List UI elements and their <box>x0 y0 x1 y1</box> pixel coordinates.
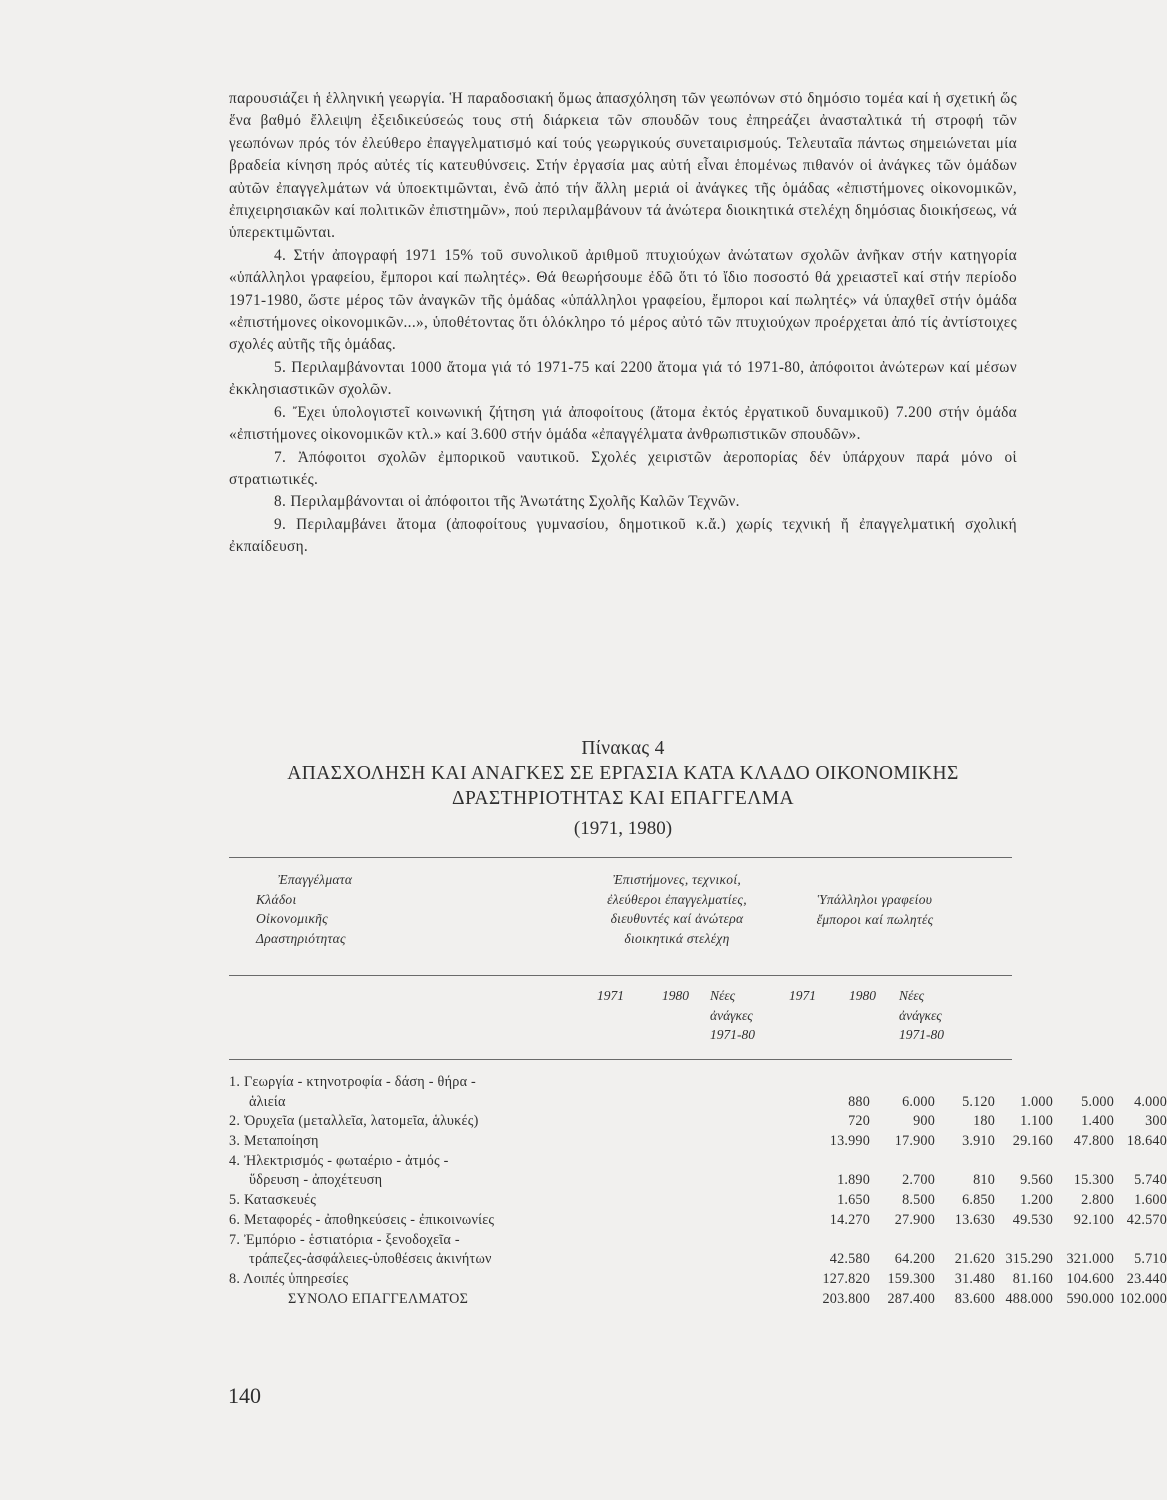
note-8: 8. Περιλαμβάνονται οἱ ἀπόφοιτοι τῆς Ἀνωτάτης Σχολῆς Καλῶν Τεχνῶν. <box>274 493 740 511</box>
table-row <box>229 1191 1167 1211</box>
stub-header <box>256 870 352 948</box>
body-text <box>229 88 1017 559</box>
table-row <box>229 1250 1167 1270</box>
total-label: ΣΥΝΟΛΟ ΕΠΑΓΓΕΛΜΑΤΟΣ <box>288 1290 469 1307</box>
cell-value: 5.120 <box>962 1093 995 1110</box>
cell-value: 1.200 <box>1020 1192 1053 1209</box>
row-label-cont: ὕδρευση - ἀποχέτευση <box>249 1172 383 1189</box>
table-title-line-2: ΔΡΑΣΤΗΡΙΟΤΗΤΑΣ ΚΑΙ ΕΠΑΓΓΕΛΜΑ <box>452 788 794 809</box>
cell-value: 1.000 <box>1020 1093 1053 1110</box>
total-value: 83.600 <box>954 1290 995 1307</box>
sub-header-new-line: 1971-80 <box>710 1027 755 1042</box>
cell-value: 64.200 <box>894 1251 935 1268</box>
cell-value: 13.630 <box>954 1211 995 1228</box>
cell-value: 1.100 <box>1020 1113 1053 1130</box>
note-9: 9. Περιλαμβάνει ἄτομα (ἀποφοίτους γυμνασίου, δημοτικοῦ κ.ἄ.) χωρίς τεχνική ἤ ἐπαγγελματική σχολική ἐκπαίδευση. <box>229 515 1017 556</box>
cell-value: 49.530 <box>1012 1211 1053 1228</box>
cell-value: 23.440 <box>1126 1270 1167 1287</box>
sub-header-new-line: Νέες <box>899 988 925 1003</box>
cell-value: 1.600 <box>1134 1192 1167 1209</box>
row-label: 5. Κατασκευές <box>229 1192 317 1209</box>
table-row <box>229 1171 1167 1191</box>
cell-value: 17.900 <box>894 1133 935 1150</box>
table-title-line-1: ΑΠΑΣΧΟΛΗΣΗ ΚΑΙ ΑΝΑΓΚΕΣ ΣΕ ΕΡΓΑΣΙΑ ΚΑΤΑ ΚΛΑΔΟ ΟΙΚΟΝΟΜΙΚΗΣ <box>287 763 959 784</box>
table-top-rule <box>229 857 1012 858</box>
row-label: 3. Μεταποίηση <box>229 1133 319 1150</box>
table-row <box>229 1270 1167 1290</box>
cell-value: 81.160 <box>1012 1270 1053 1287</box>
cell-value: 29.160 <box>1012 1133 1053 1150</box>
sub-header-new-line: 1971-80 <box>899 1027 944 1042</box>
table-row <box>229 1093 1167 1113</box>
sub-header-1971: 1971 <box>597 988 624 1003</box>
group2-header-line: Ὑπάλληλοι γραφείου <box>817 892 933 907</box>
cell-value: 15.300 <box>1073 1172 1114 1189</box>
sub-header-1971: 1971 <box>789 988 816 1003</box>
sub-header-new-line: ἀνάγκες <box>710 1007 753 1023</box>
row-label: 7. Ἐμπόριο - ἑστιατόρια - ξενοδοχεῖα - <box>229 1231 460 1248</box>
cell-value: 4.000 <box>1134 1093 1167 1110</box>
cell-value: 300 <box>1145 1113 1167 1130</box>
cell-value: 315.290 <box>1005 1251 1053 1268</box>
cell-value: 880 <box>848 1093 870 1110</box>
row-label-cont: τράπεζες-ἀσφάλειες-ὑποθέσεις ἀκινήτων <box>249 1251 492 1268</box>
sub-header-new-line: Νέες <box>710 988 736 1003</box>
header-bottom-rule <box>229 1059 1012 1060</box>
cell-value: 2.700 <box>902 1172 935 1189</box>
stub-header-line: Δραστηριότητας <box>256 930 346 946</box>
group2-header-line: ἔμποροι καί πωλητές <box>816 911 934 927</box>
cell-value: 42.580 <box>829 1251 870 1268</box>
total-value: 287.400 <box>887 1290 935 1307</box>
row-label: 8. Λοιπές ὑπηρεσίες <box>229 1270 349 1287</box>
total-value: 488.000 <box>1005 1290 1053 1307</box>
cell-value: 5.710 <box>1134 1251 1167 1268</box>
note-5: 5. Περιλαμβάνονται 1000 ἄτομα γιά τό 1971-75 καί 2200 ἄτομα γιά τό 1971-80, ἀπόφοιτοι ἀνώτερων καί μέσων ἐκκλησιαστικῶν σχολῶν. <box>229 358 1017 399</box>
row-label: 2. Ὀρυχεῖα (μεταλλεῖα, λατομεῖα, ἁλυκές) <box>229 1113 479 1130</box>
row-label: 1. Γεωργία - κτηνοτροφία - δάση - θήρα - <box>229 1074 477 1090</box>
cell-value: 5.000 <box>1081 1093 1114 1110</box>
sub-header-new-needs <box>710 986 755 1045</box>
table-row <box>229 1132 1167 1152</box>
table-row <box>229 1231 1019 1251</box>
cell-value: 9.560 <box>1020 1172 1053 1189</box>
cell-value: 92.100 <box>1073 1211 1114 1228</box>
group1-header-line: ἐλεύθεροι ἐπαγγελματίες, <box>607 891 747 907</box>
cell-value: 5.740 <box>1134 1172 1167 1189</box>
group2-header <box>786 890 964 929</box>
sub-header-new-needs <box>899 986 944 1045</box>
group1-header-line: διοικητικά στελέχη <box>624 930 730 946</box>
table-row <box>229 1112 1167 1132</box>
stub-header-line: Ἐπαγγέλματα <box>278 872 353 887</box>
cell-value: 14.270 <box>829 1211 870 1228</box>
cell-value: 720 <box>848 1113 870 1130</box>
row-label: 4. Ἠλεκτρισμός - φωταέριο - ἀτμός - <box>229 1152 449 1169</box>
stub-header-line: Οἰκονομικῆς <box>256 911 328 926</box>
cell-value: 127.820 <box>822 1270 870 1287</box>
lead-paragraph: παρουσιάζει ἡ ἑλληνική γεωργία. Ἡ παραδοσιακή ὅμως ἀπασχόληση τῶν γεωπόνων στό δημόσιο τομέα καί ἡ σχετική ὥς ἕνα βαθμό ἔλλειψη ἐξειδικεύσεώς τους στή διάρκεια τῶν σπουδῶν τους ἐπηρεάζει ἀνασταλτικά τή στροφή τῶν γεωπόνων πρός τόν ἐλεύθερο ἐπαγγελματισμό καί τούς γεωργικούς συνεταιρισμούς. Τελευταῖα πάντως σημειώνεται μία βραδεία κίνηση πρός αὐτές τίς κατευθύνσεις. Στήν ἐργασία μας αὐτή εἶναι ἑπομένως πιθανόν οἱ ἀνάγκες τῶν ὁμάδων αὐτῶν ἐπαγγελμάτων νά ὑποεκτιμῶνται, ἐνῶ ἀπό τήν ἄλλη μεριά οἱ ἀνάγκες τῆς ὁμάδας «ἐπιστήμονες οἰκονομικῶν, ἐπιχειρησιακῶν καί πολιτικῶν ἐπιστημῶν», πού περιλαμβάνουν τά ἀνώτερα διοικητικά στελέχη δημόσιας διοικήσεως, νά ὑπερεκτιμῶνται. <box>229 90 1017 242</box>
cell-value: 321.000 <box>1066 1251 1114 1268</box>
cell-value: 47.800 <box>1073 1133 1114 1150</box>
sub-header-1980: 1980 <box>849 988 876 1003</box>
cell-value: 13.990 <box>829 1133 870 1150</box>
group1-header-line: Ἐπιστήμονες, τεχνικοί, <box>612 872 742 887</box>
cell-value: 180 <box>973 1113 995 1130</box>
row-label: 6. Μεταφορές - ἀποθηκεύσεις - ἐπικοινωνίες <box>229 1211 495 1228</box>
total-value: 203.800 <box>822 1290 870 1307</box>
table-row <box>229 1073 1019 1093</box>
note-7: 7. Ἀπόφοιτοι σχολῶν ἐμπορικοῦ ναυτικοῦ. Σχολές χειριστῶν ἀεροπορίας δέν ὑπάρχουν παρά μόνο οἱ στρατιωτικές. <box>229 448 1017 488</box>
cell-value: 8.500 <box>902 1192 935 1209</box>
sub-header-new-line: ἀνάγκες <box>899 1007 942 1023</box>
cell-value: 1.650 <box>837 1192 870 1209</box>
note-6: 6. Ἔχει ὑπολογιστεῖ κοινωνική ζήτηση γιά ἀποφοίτους (ἄτομα ἐκτός ἐργατικοῦ δυναμικοῦ) 7.200 στήν ὁμάδα «ἐπιστήμονες οἰκονομικῶν κτλ.» καί 3.600 στήν ὁμάδα «ἐπαγγέλματα ἀνθρωπιστικῶν σπουδῶν». <box>229 403 1017 444</box>
cell-value: 900 <box>913 1113 935 1130</box>
table-heading <box>229 736 1017 843</box>
cell-value: 18.640 <box>1126 1133 1167 1150</box>
cell-value: 104.600 <box>1066 1270 1114 1287</box>
total-row <box>229 1290 1167 1310</box>
cell-value: 2.800 <box>1081 1192 1114 1209</box>
table-row <box>229 1211 1167 1231</box>
cell-value: 27.900 <box>894 1211 935 1228</box>
cell-value: 31.480 <box>954 1270 995 1287</box>
group1-header-line: διευθυντές καί ἀνώτερα <box>610 911 744 926</box>
cell-value: 810 <box>973 1172 995 1189</box>
cell-value: 21.620 <box>954 1251 995 1268</box>
table-years: (1971, 1980) <box>573 818 673 839</box>
stub-header-line: Κλάδοι <box>256 891 297 907</box>
total-value: 102.000 <box>1119 1290 1167 1307</box>
cell-value: 3.910 <box>962 1133 995 1150</box>
row-label-cont: ἁλιεία <box>249 1093 286 1110</box>
table-body <box>229 1073 1167 1309</box>
table-label: Πίνακας 4 <box>581 738 665 759</box>
cell-value: 6.000 <box>902 1093 935 1110</box>
total-value: 590.000 <box>1066 1290 1114 1307</box>
table-row <box>229 1152 1019 1172</box>
header-mid-rule <box>229 975 1012 976</box>
cell-value: 159.300 <box>887 1270 935 1287</box>
cell-value: 1.400 <box>1081 1113 1114 1130</box>
cell-value: 6.850 <box>962 1192 995 1209</box>
sub-header-1980: 1980 <box>662 988 689 1003</box>
note-4: 4. Στήν ἀπογραφή 1971 15% τοῦ συνολικοῦ ἀριθμοῦ πτυχιούχων ἀνώτατων σχολῶν ἀνῆκαν στήν κατηγορία «ὑπάλληλοι γραφείου, ἔμποροι καί πωλητές». Θά θεωρήσουμε ἐδῶ ὅτι τό ἴδιο ποσοστό θά χρειαστεῖ καί στήν περίοδο 1971-1980, ὥστε μέρος τῶν ἀναγκῶν τῆς ὁμάδας «ὑπάλληλοι γραφείου, ἔμποροι καί πωλητές» νά ὑπαχθεῖ στήν ὁμάδα «ἐπιστήμονες οἰκονομικῶν...», ὑποθέτοντας ὅτι ὁλόκληρο τό μέρος αὐτό τῶν πτυχιούχων προέρχεται ἀπό τίς ἀντίστοιχες σχολές αὐτῆς τῆς ὁμάδας. <box>229 246 1017 354</box>
cell-value: 1.890 <box>837 1172 870 1189</box>
page-number: 140 <box>228 1383 261 1408</box>
cell-value: 42.570 <box>1126 1211 1167 1228</box>
group1-header <box>574 870 780 948</box>
